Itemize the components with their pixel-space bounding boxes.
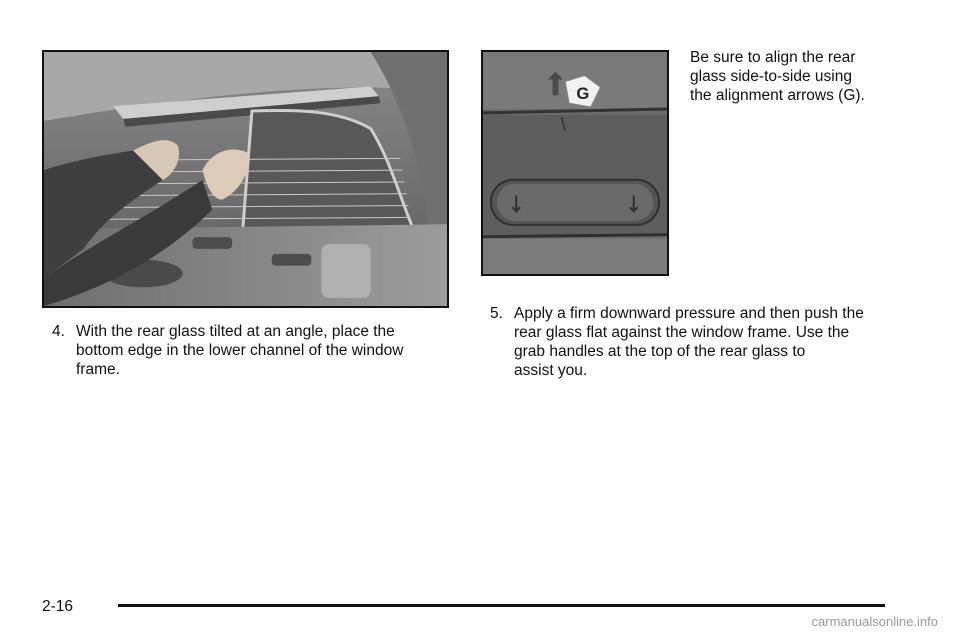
alignment-caption <box>690 48 925 105</box>
step-line: rear glass flat against the window frame. Use the <box>514 324 850 341</box>
caption-line: Be sure to align the rear <box>690 49 856 66</box>
caption-line: the alignment arrows (G). <box>690 87 865 104</box>
watermark: carmanualsonline.info <box>811 614 938 629</box>
label-g: G <box>576 84 590 104</box>
step-text <box>76 322 447 379</box>
page-number: 2-16 <box>42 598 74 615</box>
rear-glass-install-illustration <box>44 52 447 306</box>
step-number: 4. <box>52 323 65 340</box>
step-5 <box>490 304 910 380</box>
footer-rule <box>118 604 885 607</box>
step-line: grab handles at the top of the rear glass to <box>514 343 806 360</box>
step-4 <box>52 322 447 379</box>
step-line: bottom edge in the lower channel of the window <box>76 342 404 359</box>
caption-line: glass side-to-side using <box>690 68 852 85</box>
photo-alignment-arrows <box>481 50 669 276</box>
step-line: With the rear glass tilted at an angle, place the <box>76 323 395 340</box>
step-line: frame. <box>76 361 120 378</box>
photo-rear-glass-install <box>42 50 449 308</box>
step-line: assist you. <box>514 362 588 379</box>
step-text <box>514 304 910 380</box>
step-number: 5. <box>490 305 503 322</box>
alignment-arrow-illustration <box>483 52 667 274</box>
step-line: Apply a firm downward pressure and then push the <box>514 305 864 322</box>
